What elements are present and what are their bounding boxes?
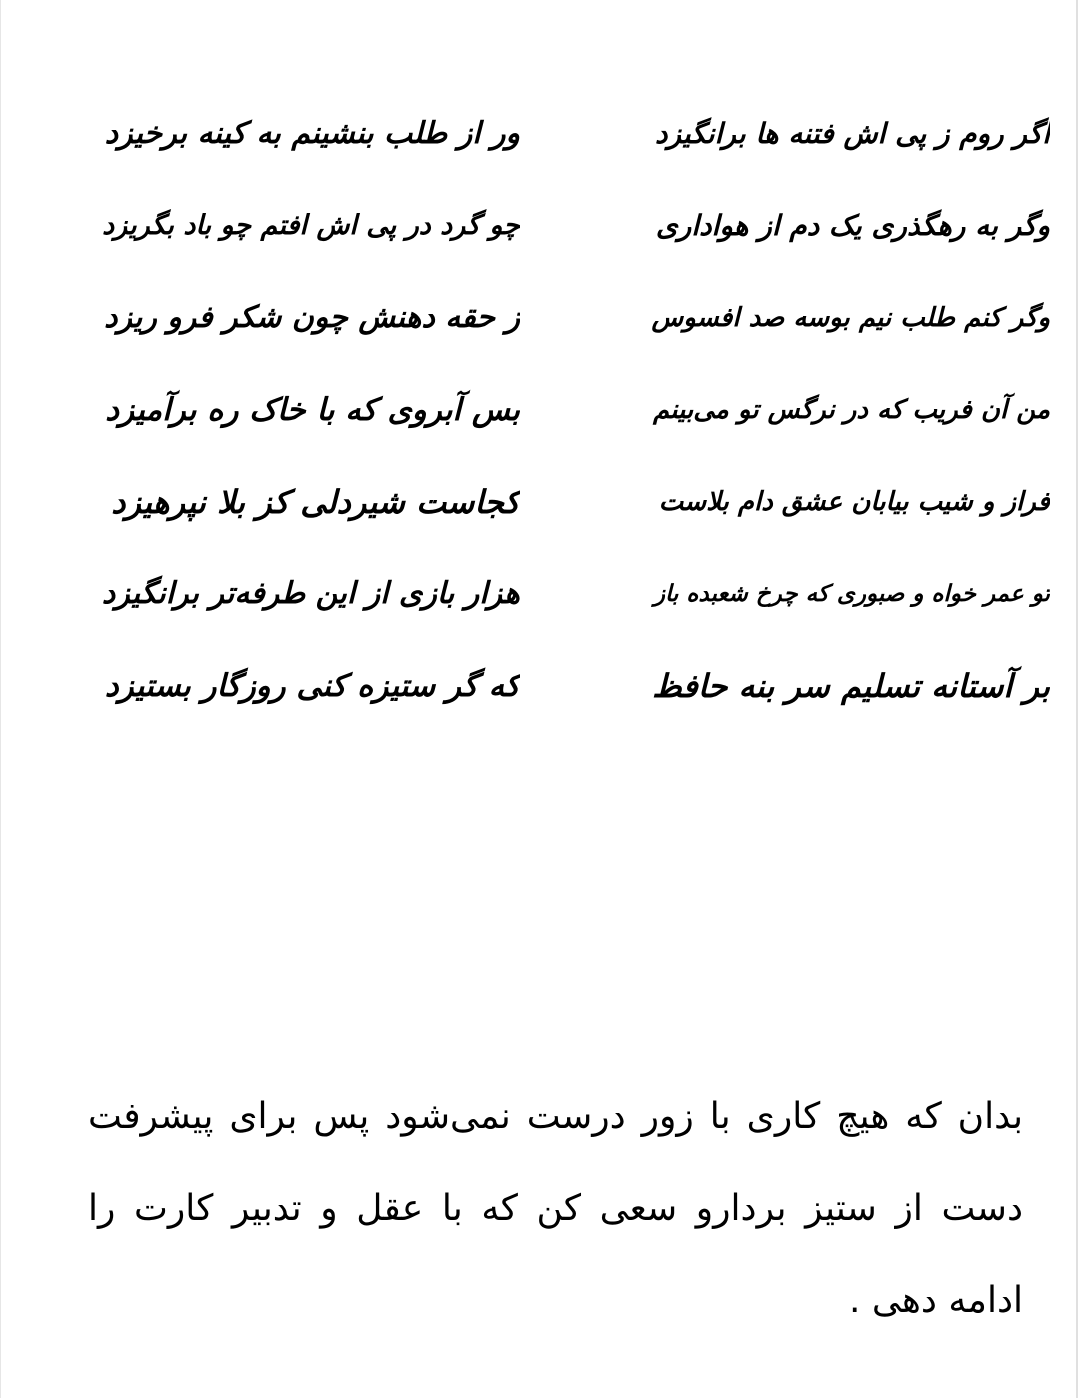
verse-row (100, 548, 1050, 640)
hemistich-left: چو گرد در پی اش افتم چو باد بگریزد (102, 210, 520, 241)
hemistich-right: تو عمر خواه و صبوری که چرخ شعبده باز (653, 580, 1050, 607)
hemistich-right: وگر به رهگذری یک دم از هواداری (655, 209, 1050, 242)
hemistich-right: بر آستانه تسلیم سر بنه حافظ (652, 667, 1050, 705)
poem (100, 88, 1050, 828)
verse-row (100, 640, 1050, 732)
hemistich-left: بس آبروی که با خاک ره برآمیزد (105, 392, 520, 428)
verse-row (100, 456, 1050, 548)
hemistich-right: اگر روم ز پی اش فتنه ها برانگیزد (654, 117, 1050, 150)
verse-row (100, 272, 1050, 364)
hemistich-left: که گر ستیزه کنی روزگار بستیزد (104, 668, 520, 704)
hemistich-right: وگر کنم طلب نیم بوسه صد افسوس (651, 303, 1050, 333)
hemistich-left: هزار بازی از این طرفه‌تر برانگیزد (101, 576, 520, 611)
hemistich-left: ور از طلب بنشینم به کینه برخیزد (104, 116, 520, 151)
verse-row (100, 88, 1050, 180)
verse-row (100, 364, 1050, 456)
prose-paragraph: بدان که هیچ کاری با زور درست نمی‌شود پس برای پیشرفت دست از ستیز بردارو سعی کن که با عقل و تدبیر کارت را ادامه دهی . (88, 1096, 1023, 1321)
hemistich-left: ز حقه دهنش چون شکر فرو ریزد (104, 300, 520, 335)
verse-row (100, 180, 1050, 272)
hemistich-right: فراز و شیب بیابان عشق دام بلاست (658, 487, 1050, 517)
hemistich-left: کجاست شیردلی کز بلا نپرهیزد (111, 483, 520, 521)
hemistich-right: من آن فریب که در نرگس تو می‌بینم (653, 395, 1050, 425)
